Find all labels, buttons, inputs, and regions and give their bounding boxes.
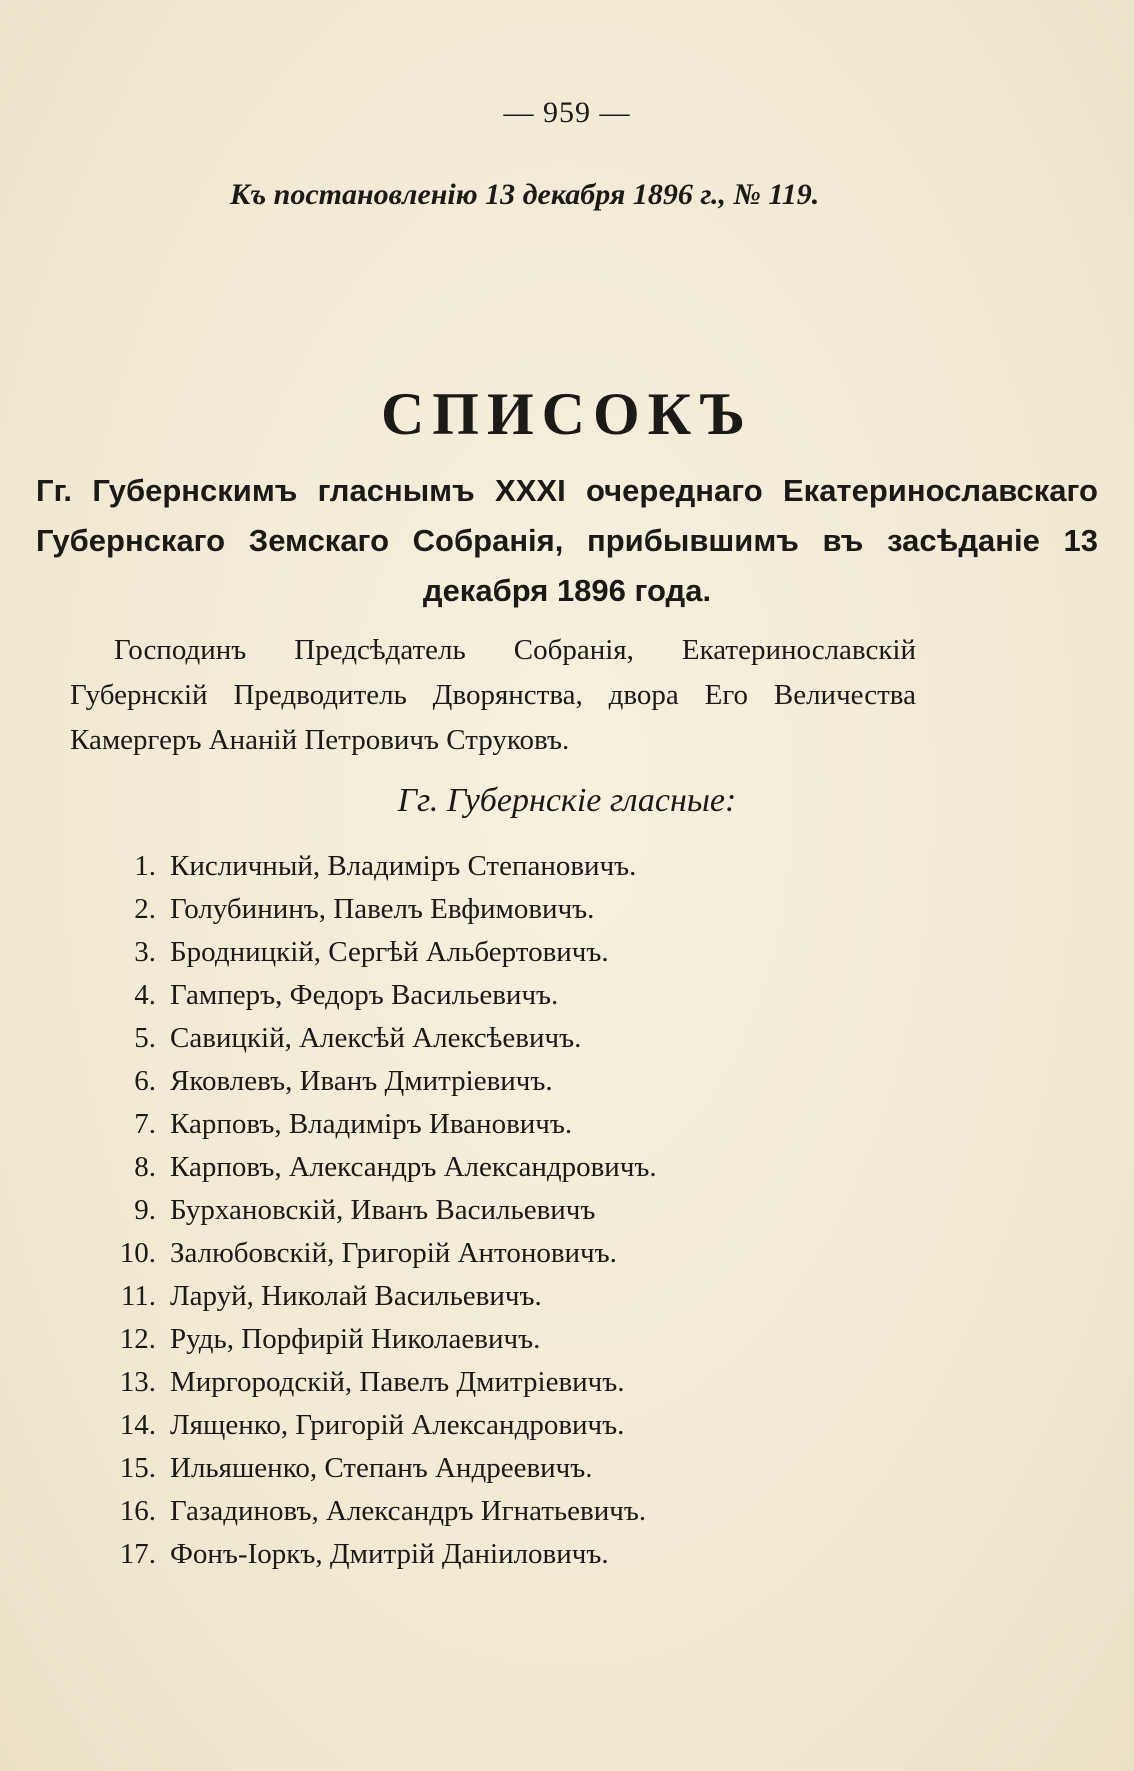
member-number: 7. [134, 1108, 156, 1140]
member-name: Гамперъ, Федоръ Васильевичъ. [170, 979, 559, 1011]
list-item [80, 850, 980, 893]
member-name: Голубининъ, Павелъ Евфимовичъ. [170, 893, 595, 925]
member-name: Яковлевъ, Иванъ Дмитріевичъ. [170, 1065, 553, 1097]
member-number: 12. [119, 1323, 156, 1355]
member-number: 2. [134, 893, 156, 925]
member-name: Миргородскій, Павелъ Дмитріевичъ. [170, 1366, 625, 1398]
list-item [80, 979, 980, 1022]
list-item [80, 1452, 980, 1495]
member-list [80, 850, 980, 1581]
member-number: 3. [134, 936, 156, 968]
member-name: Савицкій, Алексѣй Алексѣевичъ. [170, 1022, 582, 1054]
member-name: Фонъ-Іоркъ, Дмитрій Даніиловичъ. [170, 1538, 609, 1570]
document-title: СПИСОКЪ [380, 381, 754, 447]
member-name: Газадиновъ, Александръ Игнатьевичъ. [170, 1495, 647, 1527]
member-number: 5. [134, 1022, 156, 1054]
member-name: Залюбовскій, Григорій Антоновичъ. [170, 1237, 617, 1269]
list-item [80, 893, 980, 936]
member-name: Карповъ, Александръ Александровичъ. [170, 1151, 657, 1183]
list-item [80, 1409, 980, 1452]
member-number: 4. [134, 979, 156, 1011]
list-item [80, 1108, 980, 1151]
member-number: 13. [119, 1366, 156, 1398]
member-number: 11. [120, 1280, 156, 1312]
member-number: 16. [119, 1495, 156, 1527]
document-subtitle: Гг. Губернскимъ гласнымъ XXXI очереднаго Екатеринославскаго Губернскаго Земскаго Собранія, прибывшимъ въ засѣданіе 13 декабря 1896 года. [36, 473, 1098, 608]
list-item [80, 1495, 980, 1538]
list-item [80, 1280, 980, 1323]
member-name: Бродницкій, Сергѣй Альбертовичъ. [170, 936, 609, 968]
list-item [80, 1151, 980, 1194]
member-name: Карповъ, Владиміръ Ивановичъ. [170, 1108, 573, 1140]
member-number: 9. [134, 1194, 156, 1226]
list-item [80, 1237, 980, 1280]
chairman-paragraph: Господинъ Предсѣдатель Собранія, Екатеринославскій Губернскій Предводитель Дворянства, двора Его Величества Камергеръ Ананій Петровичъ Струковъ. [70, 634, 916, 756]
member-number: 17. [119, 1538, 156, 1570]
member-number: 1. [134, 850, 156, 882]
member-number: 8. [134, 1151, 156, 1183]
member-name: Кисличный, Владиміръ Степановичъ. [170, 850, 637, 882]
member-name: Ларуй, Николай Васильевичъ. [170, 1280, 542, 1312]
list-item [80, 1366, 980, 1409]
list-item [80, 1022, 980, 1065]
resolution-reference: Къ постановленію 13 декабря 1896 г., № 119. [230, 178, 820, 211]
member-name: Лященко, Григорій Александровичъ. [170, 1409, 625, 1441]
member-number: 14. [119, 1409, 156, 1441]
list-item [80, 1065, 980, 1108]
list-item [80, 1538, 980, 1581]
member-number: 10. [119, 1237, 156, 1269]
member-number: 6. [134, 1065, 156, 1097]
list-item [80, 1323, 980, 1366]
member-name: Бурхановскій, Иванъ Васильевичъ [170, 1194, 596, 1226]
member-name: Рудь, Порфирій Николаевичъ. [170, 1323, 541, 1355]
section-heading: Гг. Губернскіе гласные: [397, 782, 737, 819]
list-item [80, 936, 980, 979]
page-number: — 959 — [503, 96, 631, 129]
member-number: 15. [119, 1452, 156, 1484]
list-item [80, 1194, 980, 1237]
member-name: Ильяшенко, Степанъ Андреевичъ. [170, 1452, 593, 1484]
